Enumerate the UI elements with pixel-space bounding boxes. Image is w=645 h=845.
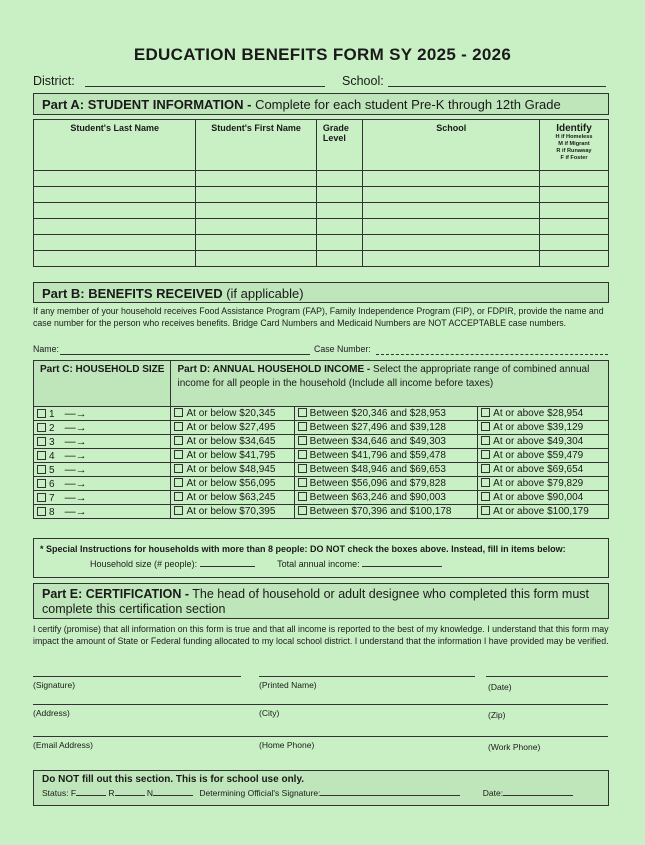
high-label: At or above $100,179	[493, 506, 589, 517]
part-e-text: The head of household or adult designee who completed this form must complete this certification section	[42, 587, 590, 616]
part-b-title: Part B: BENEFITS RECEIVED	[42, 286, 223, 301]
district-label: District:	[33, 74, 75, 88]
income-row	[34, 491, 609, 505]
income-low-cell[interactable]	[171, 463, 294, 477]
checkbox[interactable]	[174, 422, 183, 431]
arrow-icon: —→	[64, 449, 87, 462]
table-row[interactable]	[34, 235, 609, 251]
high-label: At or above $39,129	[493, 422, 584, 433]
arrow-icon: —→	[64, 505, 87, 518]
name-label: Name:	[33, 344, 59, 354]
checkbox[interactable]	[37, 465, 46, 474]
arrow-icon: —→	[64, 435, 87, 448]
size-label: 4	[49, 450, 55, 462]
income-row	[34, 449, 609, 463]
part-b-paren: (if applicable)	[226, 286, 304, 301]
checkbox[interactable]	[174, 436, 183, 445]
size-label: 8	[49, 506, 55, 518]
size-cell[interactable]	[34, 421, 171, 435]
income-high-cell[interactable]	[478, 463, 609, 477]
checkbox[interactable]	[37, 479, 46, 488]
checkbox[interactable]	[481, 478, 490, 487]
arrow-icon: —→	[64, 477, 87, 490]
income-low-cell[interactable]	[171, 421, 294, 435]
mid-label: Between $63,246 and $90,003	[309, 492, 446, 503]
income-mid-cell[interactable]	[294, 435, 478, 449]
size-label: 2	[49, 422, 55, 434]
page-title: EDUCATION BENEFITS FORM SY 2025 - 2026	[133, 45, 512, 64]
identify-homeless: H if Homeless	[555, 134, 593, 140]
income-low-cell[interactable]	[171, 407, 294, 421]
table-row[interactable]	[34, 219, 609, 235]
home-phone-label: (Home Phone)	[259, 740, 315, 750]
email-field[interactable]	[33, 736, 608, 737]
income-high-cell[interactable]	[478, 491, 609, 505]
arrow-icon: —→	[64, 407, 87, 420]
official-signature-label: Determining Official's Signature:	[199, 788, 321, 798]
checkbox[interactable]	[174, 408, 183, 417]
size-cell[interactable]	[34, 435, 171, 449]
household-size-field[interactable]	[200, 566, 255, 567]
income-mid-cell[interactable]	[294, 463, 478, 477]
district-field[interactable]	[85, 86, 325, 87]
status-f-field[interactable]	[76, 795, 106, 796]
identify-foster: F if Foster	[560, 155, 588, 161]
checkbox[interactable]	[298, 506, 307, 515]
status-r-field[interactable]	[115, 795, 145, 796]
checkbox[interactable]	[37, 409, 46, 418]
mid-label: Between $48,946 and $69,653	[309, 464, 446, 475]
school-date-label: Date:	[482, 788, 504, 798]
high-label: At or above $69,654	[493, 464, 584, 475]
low-label: At or below $34,645	[186, 436, 276, 447]
table-row[interactable]	[34, 251, 609, 267]
school-date-field[interactable]	[503, 795, 573, 796]
checkbox[interactable]	[298, 422, 307, 431]
mid-label: Between $70,396 and $100,178	[309, 506, 452, 517]
mid-label: Between $20,346 and $28,953	[309, 408, 446, 419]
identify-migrant: M if Migrant	[558, 141, 590, 147]
date-field[interactable]	[486, 676, 608, 677]
part-a-title: Part A: STUDENT INFORMATION -	[42, 97, 252, 112]
household-size-label: Household size (# people):	[90, 559, 198, 569]
part-e-title: Part E: CERTIFICATION -	[42, 587, 189, 601]
income-low-cell[interactable]	[171, 435, 294, 449]
size-label: 3	[49, 436, 55, 448]
email-label: (Email Address)	[33, 740, 93, 750]
printed-name-label: (Printed Name)	[259, 680, 317, 690]
checkbox[interactable]	[298, 450, 307, 459]
checkbox[interactable]	[37, 451, 46, 460]
zip-label: (Zip)	[488, 710, 506, 720]
income-mid-cell[interactable]	[294, 407, 478, 421]
checkbox[interactable]	[481, 492, 490, 501]
part-e-header	[33, 583, 609, 619]
table-row[interactable]	[34, 187, 609, 203]
col-grade-level: Grade Level	[316, 120, 363, 171]
low-label: At or below $63,245	[186, 492, 276, 503]
total-income-field[interactable]	[362, 566, 442, 567]
size-cell[interactable]	[34, 477, 171, 491]
identify-label: Identify	[556, 123, 592, 134]
high-label: At or above $28,954	[493, 408, 584, 419]
special-text: * Special Instructions for households with more than 8 people: DO NOT check the boxes above. Instead, fill in items below:	[40, 544, 566, 554]
part-d-title: Part D: ANNUAL HOUSEHOLD INCOME -	[177, 364, 371, 375]
mid-label: Between $41,796 and $59,478	[309, 450, 446, 461]
high-label: At or above $59,479	[493, 450, 584, 461]
signature-field[interactable]	[33, 676, 241, 677]
size-cell[interactable]	[34, 491, 171, 505]
low-label: At or below $56,095	[186, 478, 276, 489]
size-cell[interactable]	[34, 449, 171, 463]
part-a-text: Complete for each student Pre-K through 12th Grade	[255, 97, 561, 112]
part-d-text: Select the appropriate range of combined annual income for all people in the household (Include all income before taxes)	[177, 364, 590, 389]
high-label: At or above $90,004	[493, 492, 584, 503]
checkbox[interactable]	[174, 506, 183, 515]
income-mid-cell[interactable]	[294, 505, 478, 519]
income-low-cell[interactable]	[171, 477, 294, 491]
school-label: School:	[342, 74, 384, 88]
checkbox[interactable]	[37, 423, 46, 432]
checkbox[interactable]	[481, 422, 490, 431]
checkbox[interactable]	[174, 478, 183, 487]
income-row	[34, 477, 609, 491]
low-label: At or below $27,495	[186, 422, 276, 433]
date-label: (Date)	[488, 682, 512, 692]
income-row	[34, 435, 609, 449]
income-high-cell[interactable]	[478, 421, 609, 435]
total-income-label: Total annual income:	[277, 559, 360, 569]
city-label: (City)	[259, 708, 280, 718]
school-use-section	[33, 770, 609, 806]
arrow-icon: —→	[64, 491, 87, 504]
mid-label: Between $34,646 and $49,303	[309, 436, 446, 447]
checkbox[interactable]	[37, 437, 46, 446]
col-identify	[539, 120, 608, 171]
size-cell[interactable]	[34, 505, 171, 519]
address-field[interactable]	[33, 704, 608, 705]
income-mid-cell[interactable]	[294, 421, 478, 435]
income-mid-cell[interactable]	[294, 449, 478, 463]
table-row[interactable]	[34, 171, 609, 187]
size-label: 1	[49, 408, 55, 420]
income-row	[34, 505, 609, 519]
checkbox[interactable]	[481, 464, 490, 473]
part-b-header	[33, 282, 609, 303]
income-high-cell[interactable]	[478, 505, 609, 519]
identify-runaway: R if Runaway	[556, 148, 592, 154]
high-label: At or above $79,829	[493, 478, 584, 489]
mid-label: Between $56,096 and $79,828	[309, 478, 446, 489]
income-row	[34, 407, 609, 421]
checkbox[interactable]	[37, 493, 46, 502]
income-high-cell[interactable]	[478, 435, 609, 449]
status-n-label: N	[146, 788, 154, 798]
checkbox[interactable]	[481, 506, 490, 515]
table-row[interactable]	[34, 203, 609, 219]
official-signature-field[interactable]	[320, 795, 460, 796]
size-label: 6	[49, 478, 55, 490]
checkbox[interactable]	[481, 408, 490, 417]
high-label: At or above $49,304	[493, 436, 584, 447]
checkbox[interactable]	[174, 492, 183, 501]
col-school: School	[363, 120, 540, 171]
work-phone-label: (Work Phone)	[488, 742, 541, 752]
checkbox[interactable]	[174, 450, 183, 459]
size-label: 5	[49, 464, 55, 476]
printed-name-field[interactable]	[259, 676, 475, 677]
income-low-cell[interactable]	[171, 491, 294, 505]
checkbox[interactable]	[481, 436, 490, 445]
checkbox[interactable]	[481, 450, 490, 459]
status-f-label: Status: F	[42, 788, 77, 798]
part-a-header	[33, 93, 609, 115]
status-n-field[interactable]	[153, 795, 193, 796]
name-field[interactable]	[60, 354, 310, 355]
size-cell[interactable]	[34, 407, 171, 421]
checkbox[interactable]	[298, 478, 307, 487]
case-number-label: Case Number:	[314, 344, 371, 354]
low-label: At or below $41,795	[186, 450, 276, 461]
certification-text: I certify (promise) that all information on this form is true and that all income is reported to the best of my knowledge. I understand that this form may impact the amount of State or Federal funding allocated to my local school district. I understand that the information I have provided may be verified.	[33, 624, 609, 646]
income-mid-cell[interactable]	[294, 491, 478, 505]
col-last-name: Student's Last Name	[34, 120, 196, 171]
part-b-text: If any member of your household receives Food Assistance Program (FAP), Family Independence Program (FIP), or FDPIR, provide the name and case number for the person who receives benefits. Bridge Card Numbers and Medicaid Numbers are NOT ACCEPTABLE case numbers.	[33, 306, 604, 328]
low-label: At or below $20,345	[186, 408, 276, 419]
arrow-icon: —→	[64, 463, 87, 476]
case-number-field[interactable]	[376, 354, 608, 355]
arrow-icon: —→	[64, 421, 87, 434]
checkbox[interactable]	[174, 464, 183, 473]
part-d-header	[171, 361, 609, 407]
status-r-label: R	[108, 788, 115, 798]
low-label: At or below $48,945	[186, 464, 276, 475]
special-instructions	[33, 538, 609, 578]
mid-label: Between $27,496 and $39,128	[309, 422, 446, 433]
income-mid-cell[interactable]	[294, 477, 478, 491]
col-first-name: Student's First Name	[196, 120, 317, 171]
low-label: At or below $70,395	[186, 506, 276, 517]
school-use-heading: Do NOT fill out this section. This is for school use only.	[42, 774, 305, 785]
income-high-cell[interactable]	[478, 449, 609, 463]
checkbox[interactable]	[298, 492, 307, 501]
income-table	[33, 360, 609, 519]
checkbox[interactable]	[298, 408, 307, 417]
income-low-cell[interactable]	[171, 449, 294, 463]
part-c-header: Part C: HOUSEHOLD SIZE	[34, 361, 171, 407]
income-high-cell[interactable]	[478, 477, 609, 491]
signature-label: (Signature)	[33, 680, 76, 690]
size-label: 7	[49, 492, 55, 504]
income-low-cell[interactable]	[171, 505, 294, 519]
income-row	[34, 421, 609, 435]
checkbox[interactable]	[298, 436, 307, 445]
checkbox[interactable]	[37, 507, 46, 516]
size-cell[interactable]	[34, 463, 171, 477]
address-label: (Address)	[33, 708, 70, 718]
school-field[interactable]	[388, 86, 606, 87]
income-row	[34, 463, 609, 477]
student-table	[33, 119, 609, 267]
income-high-cell[interactable]	[478, 407, 609, 421]
checkbox[interactable]	[298, 464, 307, 473]
